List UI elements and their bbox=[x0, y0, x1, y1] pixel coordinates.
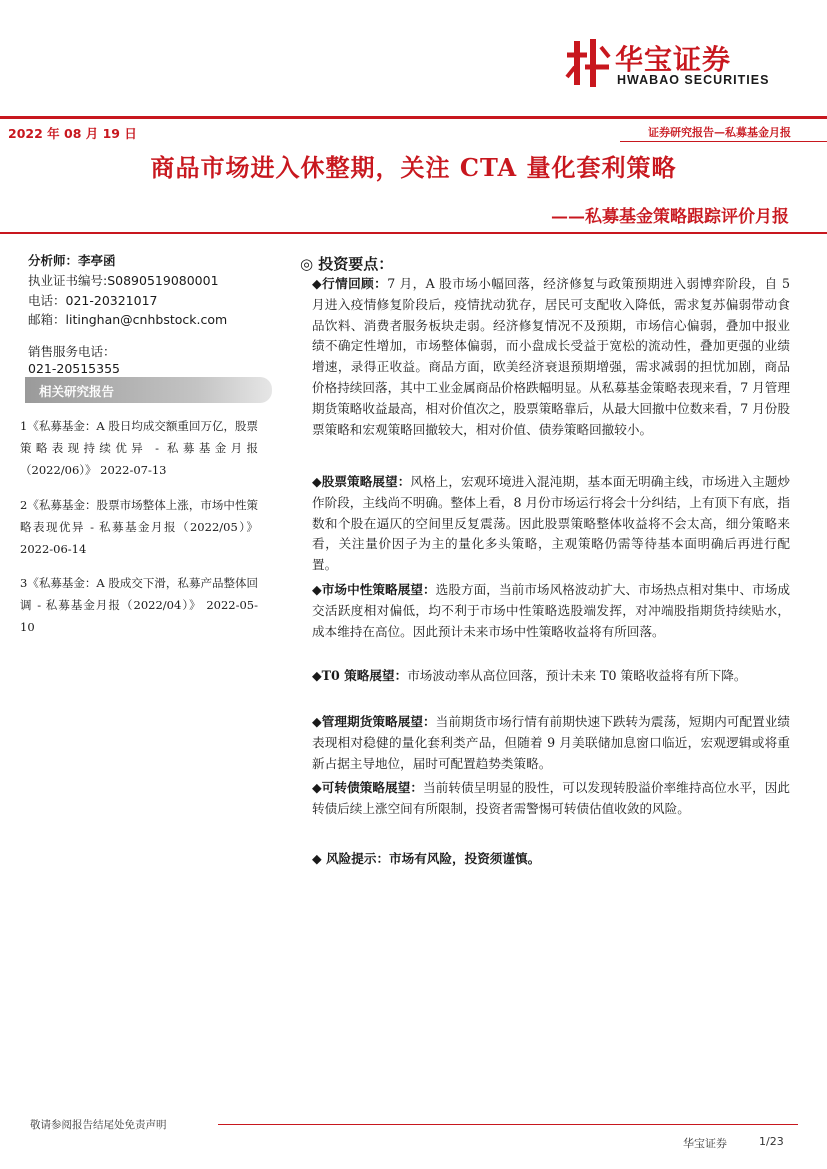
hwabao-logo-icon bbox=[563, 37, 611, 89]
paragraph-text: 风格上，宏观环境进入混沌期，基本面无明确主线，市场进入主题炒作阶段，主线尚不明确。整体上看，8 月份市场运行将会十分纠结，上有顶下有底，指数和个股在逼仄的空间里反复震荡。因此股票策略整体收益将不会太高，细分策略来看，关注量价因子为主的量化多头策略，主观策略仍需等待基本面明确后再进行配置。 bbox=[312, 474, 791, 573]
related-reports-title: 相关研究报告 bbox=[39, 384, 115, 399]
related-report-item: 2《私募基金：股票市场整体上涨，市场中性策略表现优异 - 私募基金月报（2022/05）》 2022-06-14 bbox=[20, 498, 258, 556]
related-report-item: 1《私募基金：A 股日均成交额重回万亿，股票策略表现持续优异 - 私募基金月报（2022/06）》 2022-07-13 bbox=[20, 419, 258, 477]
footer-disclaimer: 敬请参阅报告结尾处免责声明 bbox=[30, 1119, 167, 1131]
paragraph-text: 选股方面，当前市场风格波动扩大、市场热点相对集中、市场成交活跃度相对偏低，均不利于市场中性策略选股端发挥，对冲端股指期货持续贴水，成本维持在高位。因此预计未来市场中性策略收益将有所回落。 bbox=[312, 582, 791, 639]
risk-warning bbox=[312, 849, 790, 870]
related-report-item: 3《私募基金：A 股成交下滑，私募产品整体回调 - 私募基金月报（2022/04）》 2022-05-10 bbox=[20, 576, 258, 634]
paragraph-text: 当前期货市场行情有前期快速下跌转为震荡，短期内可配置业绩表现相对稳健的量化套利类产品，但随着 9 月美联储加息窗口临近，宏观逻辑或将重新占据主导地位，届时可配置趋势类策略。 bbox=[312, 714, 791, 771]
paragraph-lead: ◆市场中性策略展望： bbox=[312, 582, 436, 597]
page-subtitle: ——私募基金策略跟踪评价月报 bbox=[551, 207, 789, 227]
summary-paragraph bbox=[312, 778, 790, 820]
page-number: 1/23 bbox=[759, 1135, 784, 1148]
footer-brand: 华宝证券 bbox=[683, 1137, 727, 1150]
analyst-phone: 电话：021-20321017 bbox=[28, 293, 158, 308]
header-divider bbox=[0, 116, 827, 119]
paragraph-text: 风险提示：市场有风险，投资须谨慎。 bbox=[326, 851, 541, 866]
paragraph-lead: ◆可转债策略展望： bbox=[312, 780, 424, 795]
summary-paragraph bbox=[312, 580, 790, 642]
summary-paragraph bbox=[312, 666, 790, 687]
brand-name-en: HWABAO SECURITIES bbox=[617, 73, 770, 87]
brand-logo bbox=[563, 37, 798, 92]
sales-phone: 021-20515355 bbox=[28, 361, 120, 376]
brand-name-cn: 华宝证券 bbox=[615, 43, 732, 76]
related-reports-header bbox=[25, 377, 272, 403]
analyst-email: 邮箱：litinghan@cnhbstock.com bbox=[28, 312, 228, 327]
paragraph-lead: ◆ bbox=[312, 851, 327, 866]
footer-divider bbox=[218, 1124, 798, 1125]
sales-phone-label: 销售服务电话： bbox=[28, 344, 116, 359]
summary-paragraph bbox=[312, 712, 790, 774]
analyst-name: 分析师：李亭函 bbox=[28, 253, 116, 268]
paragraph-text: 7 月，A 股市场小幅回落，经济修复与政策预期进入弱博弈阶段，自 5 月进入疫情修复阶段后，疫情扰动犹存，居民可支配收入降低，需求复苏偏弱带动食品饮料、消费者服务板块走弱。经济修复情况不及预期，市场信心偏弱，叠加中报业绩不确定性增加，市场整体偏弱，而小盘成长受益于宽松的流动性，叠加更强的业绩增速，录得正收益。商品方面，欧美经济衰退预期增强，需求减弱的担忧加剧，商品价格持续回落，其中工业金属商品价格跌幅明显。从私募基金策略表现来看，7 月管理期货策略收益最高，相对价值次之，股票策略靠后，从最大回撤中位数来看，7 月份股票策略和宏观策略回撤较大，相对价值、债券策略回撤较小。 bbox=[312, 276, 790, 437]
paragraph-text: 当前转债呈明显的股性，可以发现转股溢价率维持高位水平，因此转债后续上涨空间有所限制，投资者需警惕可转债估值收敛的风险。 bbox=[312, 780, 791, 816]
summary-paragraph bbox=[312, 274, 790, 440]
paragraph-lead: ◆管理期货策略展望： bbox=[312, 714, 436, 729]
paragraph-lead: ◆行情回顾： bbox=[312, 276, 388, 291]
paragraph-text: 市场波动率从高位回落，预计未来 T0 策略收益将有所下降。 bbox=[407, 668, 747, 683]
title-divider bbox=[620, 141, 827, 142]
analyst-cert: 执业证书编号:S0890519080001 bbox=[28, 273, 219, 288]
report-type: 证券研究报告—私募基金月报 bbox=[648, 126, 791, 139]
report-date: 2022 年 08 月 19 日 bbox=[8, 126, 137, 141]
subtitle-divider bbox=[0, 232, 827, 234]
paragraph-lead: ◆股票策略展望： bbox=[312, 474, 411, 489]
page-title: 商品市场进入休整期，关注 CTA 量化套利策略 bbox=[150, 153, 677, 182]
investment-points-title: ◎ 投资要点： bbox=[300, 255, 394, 273]
summary-paragraph bbox=[312, 472, 790, 576]
paragraph-lead: ◆T0 策略展望： bbox=[312, 668, 408, 683]
